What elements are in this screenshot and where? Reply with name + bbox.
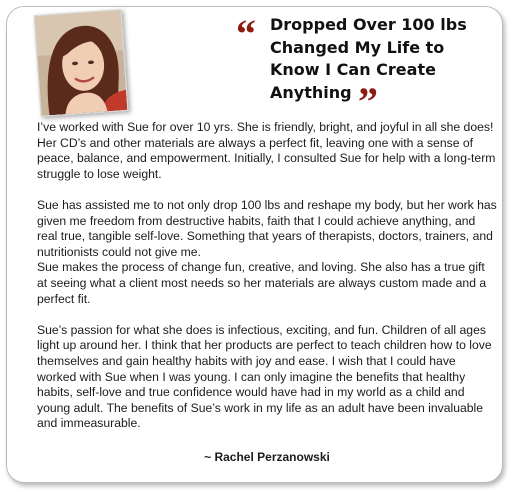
- paragraph-spacer: [37, 307, 497, 323]
- testimonial-body: [37, 120, 497, 432]
- testimonial-paragraph-1: I’ve worked with Sue for over 10 yrs. She is friendly, bright, and joyful in all she does! Her CD’s and other materials are always a perfect fit, leaving one with a sense of peace, balance, and empowerment. Initially, I consulted Sue for help with a long-term struggle to lose weight.: [37, 120, 496, 181]
- headline-line-4: Anything: [270, 82, 352, 102]
- open-quote-icon: “: [236, 11, 256, 56]
- headline-line-2: Changed My Life to: [270, 37, 445, 57]
- testimonial-portrait-photo: [34, 9, 129, 117]
- paragraph-spacer: [37, 182, 497, 198]
- headline-line-3: Know I Can Create: [270, 60, 436, 79]
- portrait-image: [35, 10, 128, 116]
- testimonial-headline: [270, 14, 495, 104]
- testimonial-signature: ~ Rachel Perzanowski: [204, 450, 330, 464]
- testimonial-paragraph-3: Sue makes the process of change fun, creative, and loving. She also has a true gift at seeing what a client most needs so her materials are always custom made and a perfect fit.: [37, 260, 487, 306]
- headline-line-1: Dropped Over 100 lbs: [270, 15, 467, 34]
- testimonial-paragraph-2: Sue has assisted me to not only drop 100 lbs and reshape my body, but her work has given me freedom from destructive habits, faith that I could achieve anything, and real true, tangible self-love. Something that years of therapists, doctors, trainers, and nutritionists could not give me.: [37, 197, 497, 259]
- testimonial-paragraph-4: Sue’s passion for what she does is infectious, exciting, and fun. Children of all ages light up around her. I think that her products are perfect to teach children how to love themselves and gain healthy habits with joy and ease. I wish that I could have worked with Sue when I was young. I can only imagine the benefits that healthy habits, self-love and true confidence would have had in my world as a child and young adult. The benefits of Sue’s work in my life as an adult have been invaluable and immeasurable.: [37, 322, 492, 431]
- close-quote-icon: ”: [358, 79, 378, 124]
